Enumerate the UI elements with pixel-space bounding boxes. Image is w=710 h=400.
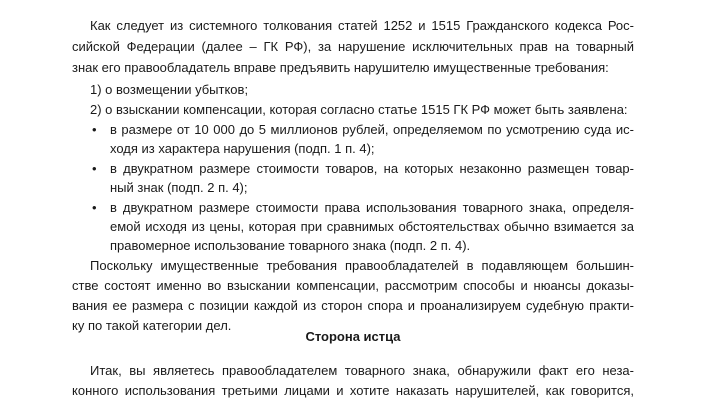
paragraph-3-line-2: конного использования третьими лицами и хотите наказать нарушителей, как говорится, bbox=[72, 383, 634, 398]
bullet-1-marker: • bbox=[92, 122, 97, 137]
paragraph-2-line-1: Поскольку имущественные требования правообладателей в подавляющем большин- bbox=[90, 258, 634, 273]
paragraph-2-line-4: ку по такой категории дел. bbox=[72, 318, 232, 333]
paragraph-1-line-2: сийской Федерации (далее – ГК РФ), за нарушение исключительных прав на товарный bbox=[72, 39, 634, 54]
paragraph-2-line-3: вания ее размера с позиции каждой из сторон спора и проанализируем судебную практи- bbox=[72, 298, 634, 313]
bullet-1-line-2: ходя из характера нарушения (подп. 1 п. 4); bbox=[110, 141, 375, 156]
paragraph-3-line-1: Итак, вы являетесь правообладателем товарного знака, обнаружили факт его неза- bbox=[90, 363, 634, 378]
bullet-3-line-2: емой исходя из цены, которая при сравнимых обстоятельствах обычно взимается за bbox=[110, 219, 634, 234]
paragraph-2-line-2: стве состоят именно во взыскании компенсации, рассмотрим способы и нюансы доказы- bbox=[72, 278, 634, 293]
paragraph-1-line-3: знак его правообладатель вправе предъявить нарушителю имущественные требования: bbox=[72, 60, 609, 75]
bullet-1-line-1: в размере от 10 000 до 5 миллионов рублей, определяемом по усмотрению суда ис- bbox=[110, 122, 634, 137]
bullet-3-line-1: в двукратном размере стоимости права использования товарного знака, определя- bbox=[110, 200, 634, 215]
bullet-2-line-2: ный знак (подп. 2 п. 4); bbox=[110, 180, 248, 195]
bullet-2-marker: • bbox=[92, 161, 97, 176]
list-item-1: 1) о возмещении убытков; bbox=[90, 82, 249, 97]
bullet-3-marker: • bbox=[92, 200, 97, 215]
paragraph-1-line-1: Как следует из системного толкования статей 1252 и 1515 Гражданского кодекса Рос- bbox=[90, 18, 634, 33]
bullet-2-line-1: в двукратном размере стоимости товаров, на которых незаконно размещен товар- bbox=[110, 161, 634, 176]
list-item-2: 2) о взыскании компенсации, которая согласно статье 1515 ГК РФ может быть заявлена: bbox=[90, 102, 628, 117]
section-heading: Сторона истца bbox=[305, 329, 401, 344]
bullet-3-line-3: правомерное использование товарного знака (подп. 2 п. 4). bbox=[110, 238, 471, 253]
